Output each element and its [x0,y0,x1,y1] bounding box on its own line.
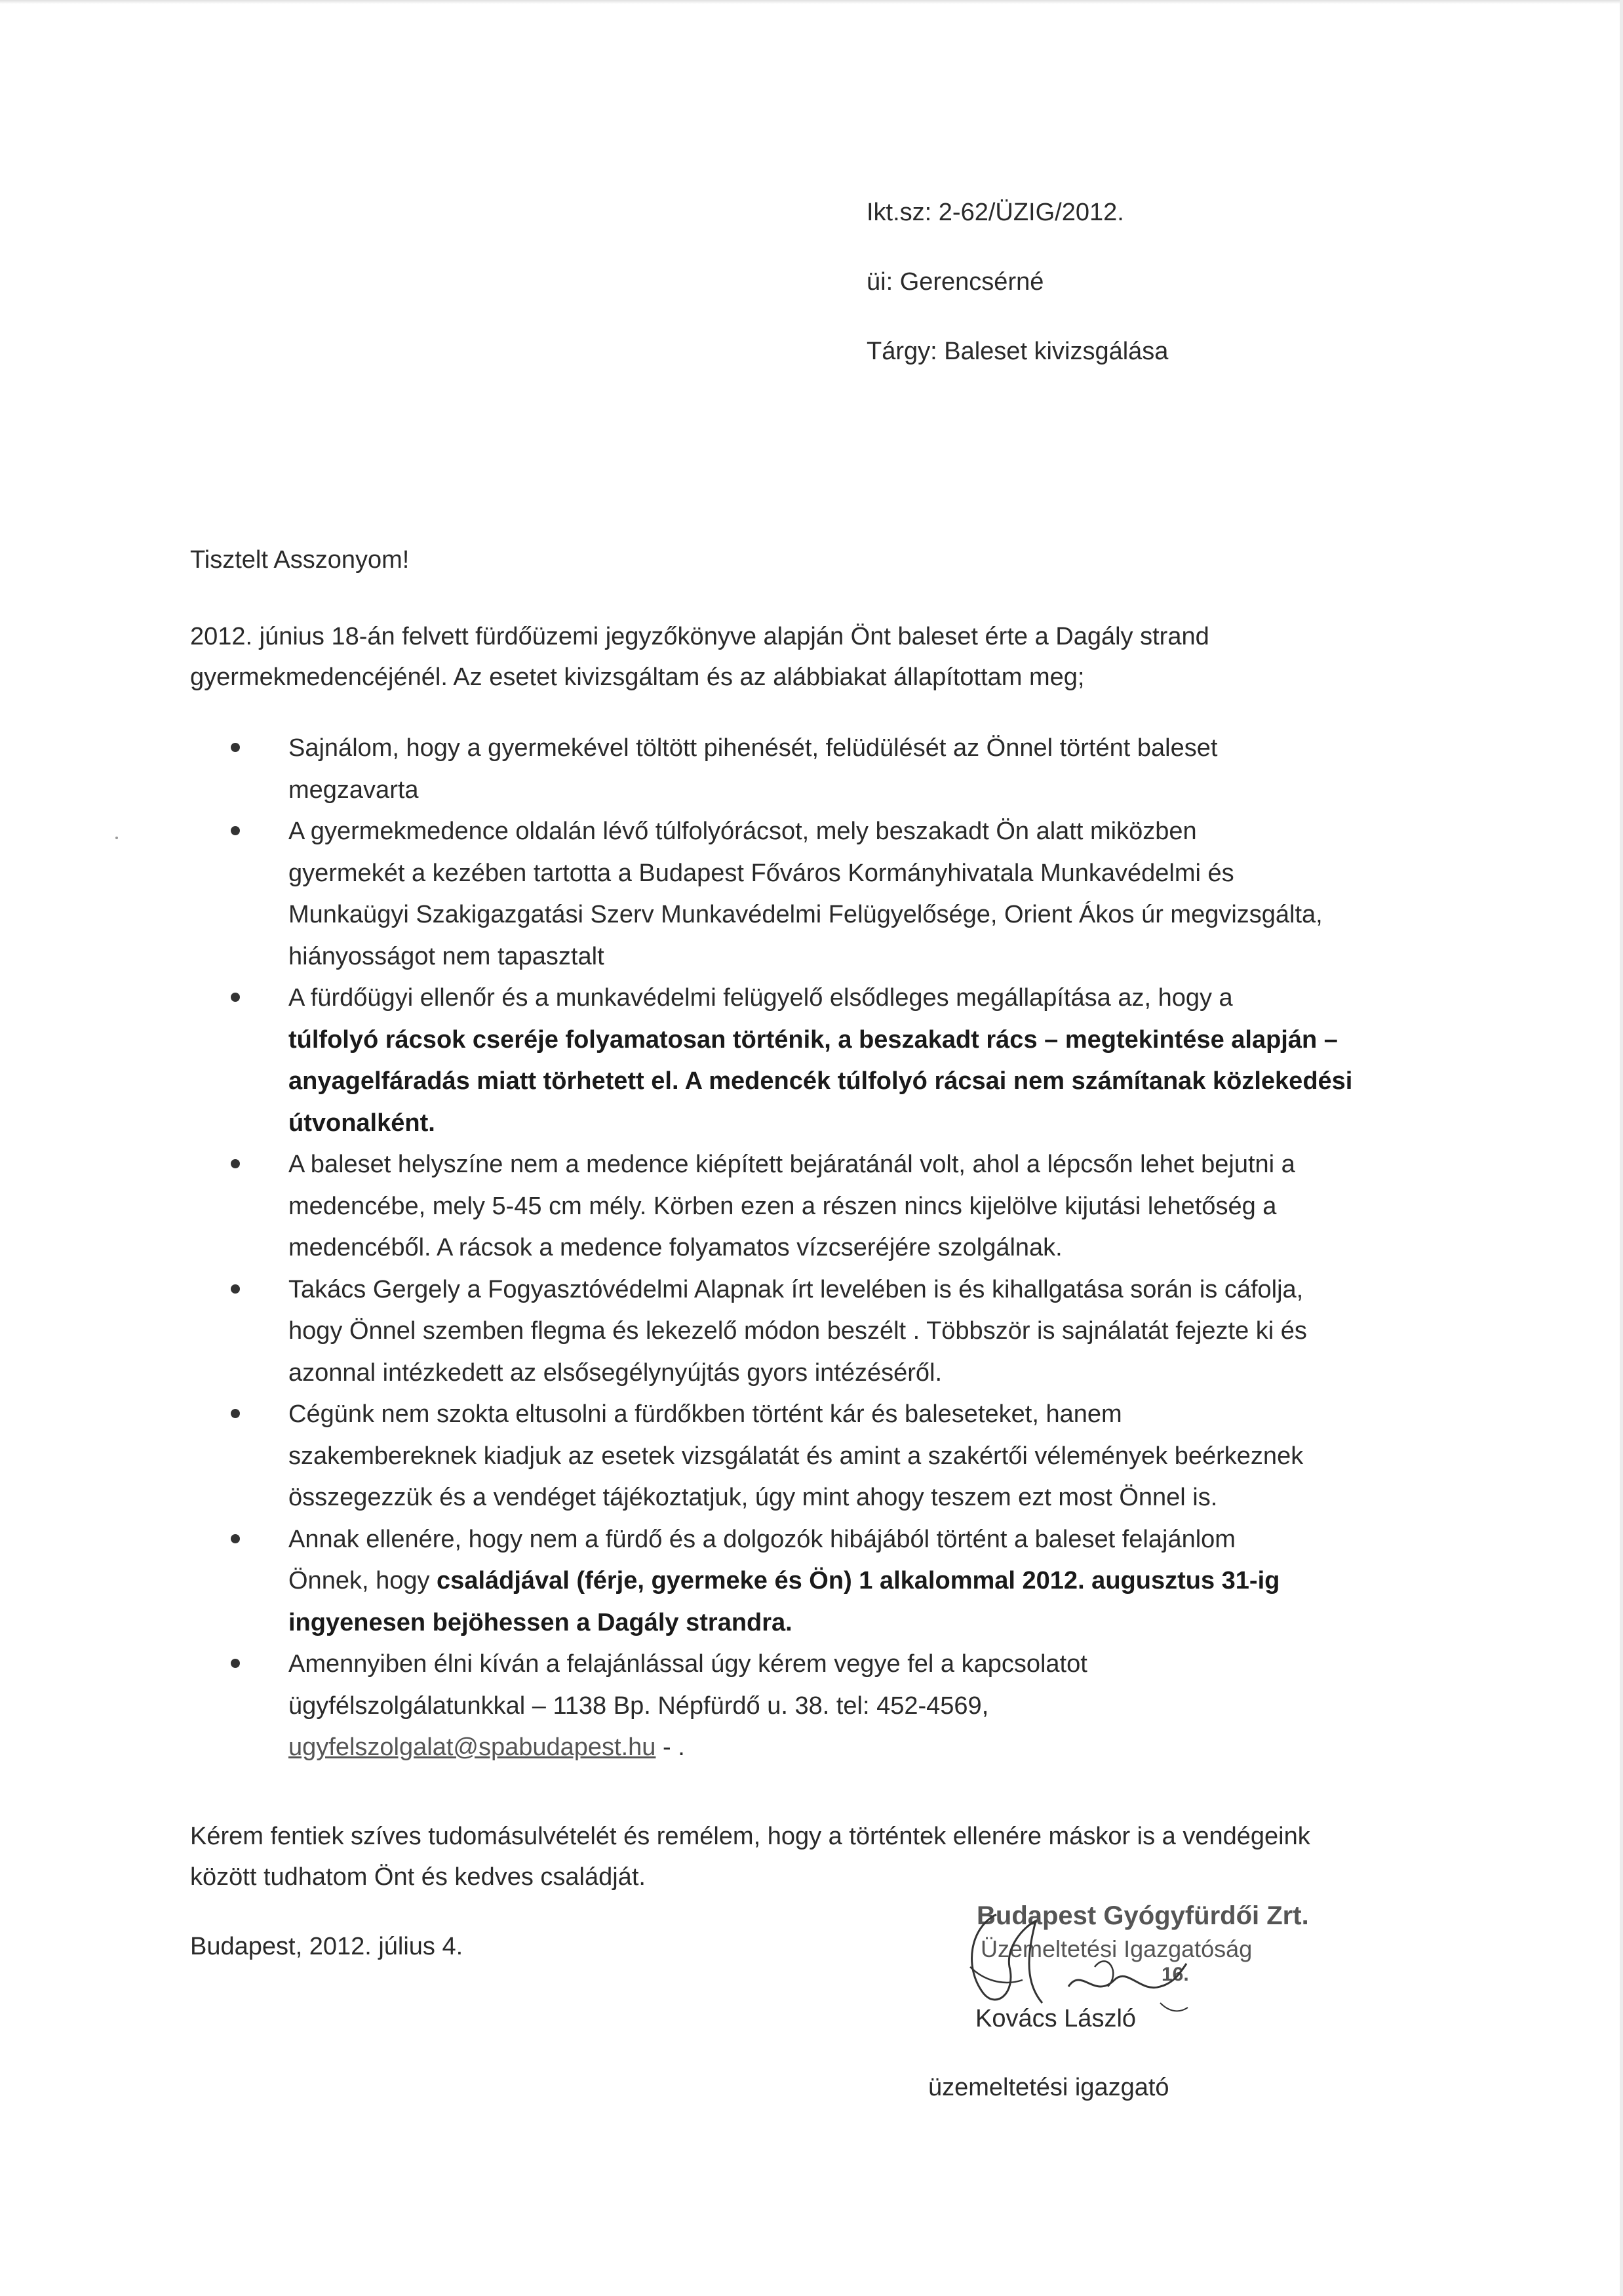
subject-line: Tárgy: Baleset kivizsgálása [867,338,1169,365]
finding-line: hiányosságot nem tapasztalt [288,942,604,970]
bullet-icon [231,1409,240,1418]
finding-line: medencéből. A rácsok a medence folyamatos vízcseréjére szolgálnak. [288,1234,1063,1261]
finding-line: szakembereknek kiadjuk az esetek vizsgálatát és amint a szakértői vélemények beérkeznek [288,1442,1304,1470]
finding-line: ügyfélszolgálatunkkal – 1138 Bp. Népfürdő u. 38. tel: 452-4569, [288,1692,989,1720]
findings-list [190,728,1495,1769]
bullet-icon [231,1284,240,1294]
scan-right-edge [1620,0,1623,2296]
finding-line-bold: túlfolyó rácsok cseréje folyamatosan történik, a beszakadt rács – megtekintése alapján – [288,1025,1338,1054]
finding-line: összegezzük és a vendéget tájékoztatjuk, úgy mint ahogy teszem ezt most Önnel is. [288,1484,1218,1511]
bullet-icon [231,993,240,1002]
stamp-company-name: Budapest Gyógyfürdői Zrt. [977,1901,1309,1930]
finding-item [190,811,1495,978]
finding-line-bold: útvonalként. [288,1109,435,1137]
finding-line: azonnal intézkedett az elsősegélynyújtás gyors intézéséről. [288,1358,943,1387]
signer-title: üzemeltetési igazgató [928,2074,1169,2101]
finding-line: Munkaügyi Szakigazgatási Szerv Munkavédelmi Felügyelősége, Orient Ákos úr megvizsgálta, [288,901,1323,928]
finding-item [190,1144,1495,1269]
handwritten-signature [944,1888,1219,2019]
bullet-icon [231,743,240,752]
finding-item [190,1644,1495,1769]
place-date: Budapest, 2012. július 4. [190,1933,463,1960]
stamp-number: 16. [1162,1964,1189,1985]
finding-line: Amennyiben élni kíván a felajánlással úgy kérem vegye fel a kapcsolatot [288,1650,1087,1678]
intro-line: 2012. június 18-án felvett fürdőüzemi jegyzőkönyve alapján Önt baleset érte a Dagály strand [190,623,1209,650]
finding-line: Annak ellenére, hogy nem a fürdő és a dolgozók hibájából történt a baleset felajánlom [288,1525,1236,1553]
finding-line: medencébe, mely 5-45 cm mély. Körben ezen a részen nincs kijelölve kijutási lehetőség a [288,1192,1277,1220]
finding-item [190,728,1495,811]
finding-line: Takács Gergely a Fogyasztóvédelmi Alapnak írt levelében is és kihallgatása során is cáfolja, [288,1275,1304,1303]
intro-paragraph [190,616,1468,698]
closing-paragraph [190,1816,1310,1897]
letter-header [867,197,1168,405]
bullet-icon [231,1659,240,1668]
scan-speck [115,837,118,839]
finding-line: A baleset helyszíne nem a medence kiépített bejáratánál volt, ahol a lépcsőn lehet bejutni a [288,1151,1295,1178]
offer-intro: Önnek, hogy [288,1567,437,1594]
bullet-icon [231,1159,240,1168]
finding-item [190,1519,1495,1644]
finding-line: A fürdőügyi ellenőr és a munkavédelmi felügyelő elsődleges megállapítása az, hogy a [288,984,1233,1012]
salutation: Tisztelt Asszonyom! [190,546,410,574]
email-tail: - . [655,1733,685,1761]
finding-line [288,1560,1495,1602]
scan-top-edge [0,0,1623,4]
finding-item [190,1394,1495,1519]
reference-number: Ikt.sz: 2-62/ÜZIG/2012. [867,199,1124,226]
offer-text-bold: családjával (férje, gyermeke és Ön) 1 alkalommal 2012. augusztus 31-ig [437,1567,1280,1594]
finding-item [190,1269,1495,1395]
signer-name: Kovács László [975,2005,1137,2032]
finding-line-bold: ingyenesen bejöhessen a Dagály strandra. [288,1608,792,1636]
finding-line: hogy Önnel szemben flegma és lekezelő módon beszélt . Többször is sajnálatát fejezte ki és [288,1317,1307,1345]
stamp-department: Üzemeltetési Igazgatóság [981,1935,1253,1962]
case-handler: üi: Gerencsérné [867,268,1044,296]
intro-line: gyermekmedencéjénél. Az esetet kivizsgáltam és az alábbiakat állapítottam meg; [190,663,1085,691]
finding-line: megzavarta [288,776,419,804]
finding-line: Cégünk nem szokta eltusolni a fürdőkben történt kár és baleseteket, hanem [288,1400,1122,1428]
bullet-icon [231,826,240,835]
email-link[interactable]: ugyfelszolgalat@spabudapest.hu [288,1733,656,1761]
finding-line-bold: anyagelfáradás miatt törhetett el. A medencék túlfolyó rácsai nem számítanak közlekedési [288,1067,1353,1095]
closing-line: között tudhatom Önt és kedves családját. [190,1863,646,1891]
finding-item [190,978,1495,1144]
finding-line: gyermekét a kezében tartotta a Budapest Főváros Kormányhivatala Munkavédelmi és [288,859,1234,887]
closing-line: Kérem fentiek szíves tudomásulvételét és remélem, hogy a történtek ellenére máskor is a vendégeink [190,1823,1310,1850]
finding-line: A gyermekmedence oldalán lévő túlfolyórácsot, mely beszakadt Ön alatt miközben [288,818,1197,845]
finding-line: Sajnálom, hogy a gyermekével töltött pihenését, felüdülését az Önnel történt baleset [288,734,1218,762]
bullet-icon [231,1534,240,1543]
finding-line [288,1727,1495,1769]
